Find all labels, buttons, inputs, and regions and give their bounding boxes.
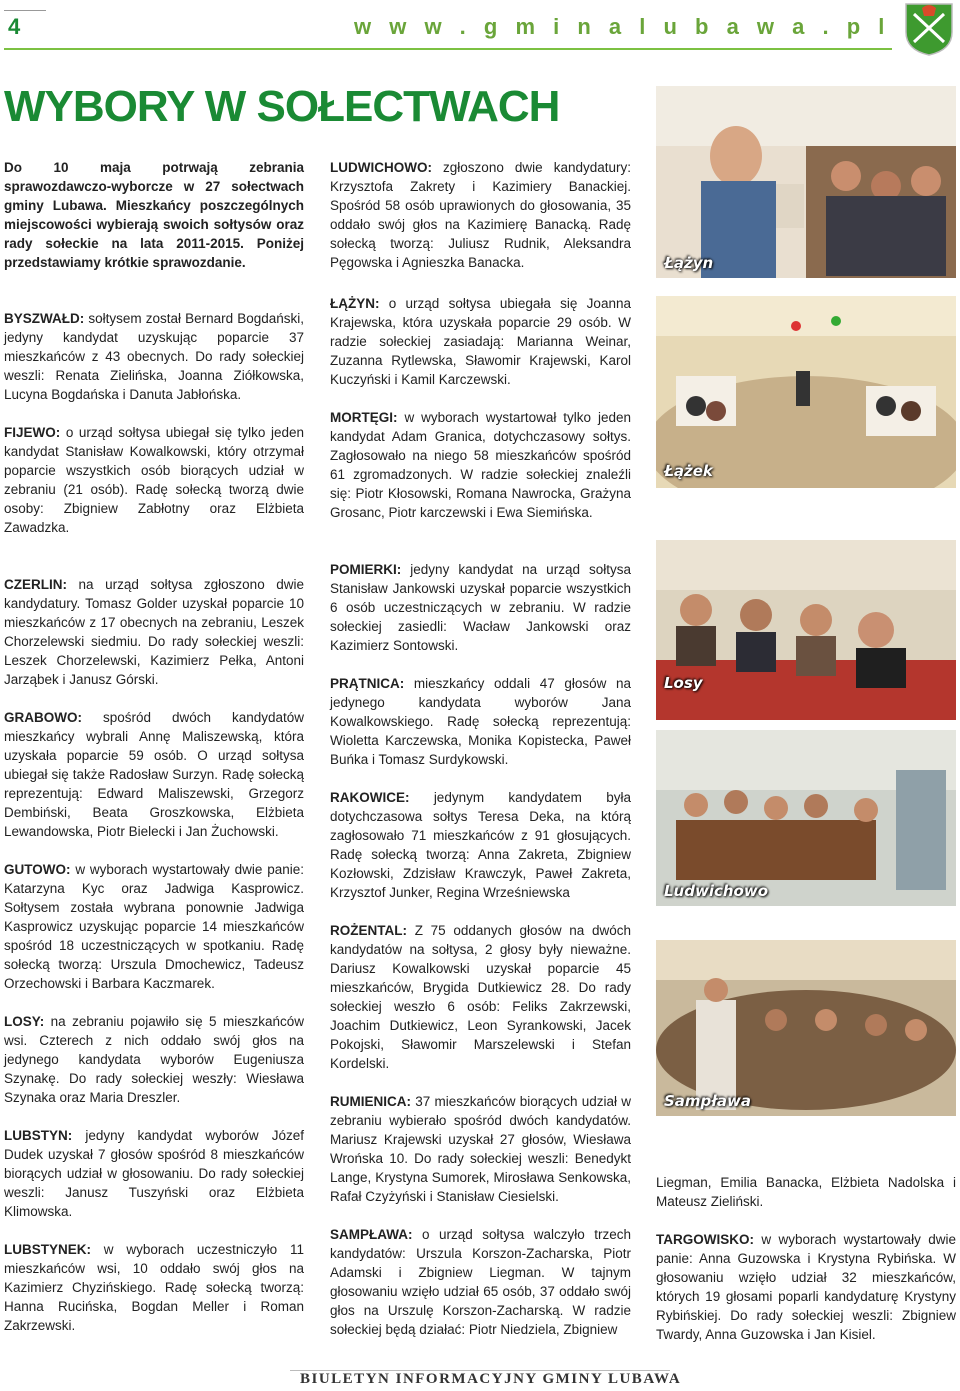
entry-label: RAKOWICE: [330, 790, 410, 805]
footer-title: BIULETYN INFORMACYJNY GMINY LUBAWA [300, 1371, 682, 1387]
entry-text: jedynym kandydatem była dotychczasowa sołtys Teresa Deka, na którą zagłosowało 71 mieszkańców z 91 głosujących. Radę sołecką tworzą: Anna Zakreta, Zbigniew Kozłowski, Zdzisław Krawczyk, Paweł Zakreta, Krzysztof Junker, Regina Wrześniewska [330, 790, 631, 900]
entry-paragraph [4, 1240, 304, 1335]
photo-losy [656, 540, 956, 720]
entry-paragraph [330, 294, 631, 389]
page-title: WYBORY W SOŁECTWACH [4, 82, 560, 131]
entry-paragraph [4, 860, 304, 993]
entry-text: o urząd sołtysa walczyło trzech kandydatów: Urszula Korszon-Zacharska, Piotr Adamski i Zbigniew Liegman. W tajnym głosowaniu wzięło udział 65 osób, 37 oddało swój głos na Urszulę Korszon-Zacharską. W radzie sołeckiej będą działać: Piotr Niedziela, Zbigniew [330, 1227, 631, 1337]
photo-lazek-image [656, 296, 956, 488]
entry-text: na urząd sołtysa zgłoszono dwie kandydatury. Tomasz Golder uzyskał poparcie 10 mieszkańców z 17 obecnych na zebraniu, Leszek Chorzelewski siedmiu. Do rady sołeckiej weszli: Leszek Chorzelewski, Kazimierz Pełka, Antoni Jarząbek i Janusz Górski. [4, 577, 304, 687]
entry-text: spośród dwóch kandydatów mieszkańcy wybrali Annę Maliszewską, która uzyskała poparcie 59 osób. O urząd sołtysa ubiegał się także Radosław Surzyn. Radę sołecką reprezentują: Edward Maliszewski, Grzegorz Dembiński, Beata Groszkowska, Elżbieta Lewandowska, Piotr Bielecki i Jan Żuchowski. [4, 710, 304, 839]
entry-label: MORTĘGI: [330, 410, 398, 425]
entry-ludwichowo [330, 158, 631, 272]
entry-label: LUBSTYNEK: [4, 1242, 91, 1257]
photo-lazek [656, 296, 956, 488]
photo-lazyn [656, 86, 956, 278]
entry-label: FIJEWO: [4, 425, 61, 440]
entry-label: POMIERKI: [330, 562, 402, 577]
entry-text: na zebraniu pojawiło się 5 mieszkańców wsi. Czterech z nich oddało swój głos na jedynego kandydata wyborów Eugeniusza Szynakę. Do rady sołeckiej weszły: Wiesława Szynaka oraz Maria Dreszler. [4, 1014, 304, 1105]
column-left [4, 158, 304, 1335]
entry-label: LUBSTYN: [4, 1128, 73, 1143]
entry-paragraph [330, 1092, 631, 1206]
page-number-rule [4, 10, 46, 11]
entry-text: zgłoszono dwie kandydatury: Krzysztofa Zakrety i Kazimiery Banackiej. Spośród 58 osób uprawionych do głosowania, 35 oddało swój głos na Kazimierę Banacką. Radę sołecką tworzą: Juliusz Rudnik, Aleksandra Pęgowska i Agnieszka Banacka. [330, 160, 631, 270]
entry-paragraph [330, 921, 631, 1073]
photo-ludwichowo-caption: Ludwichowo [664, 882, 769, 900]
entry-paragraph [330, 674, 631, 769]
photo-samplawa-caption: Sampława [664, 1092, 752, 1110]
header-rule [4, 48, 892, 50]
entry-label: CZERLIN: [4, 577, 67, 592]
intro-paragraph: Do 10 maja potrwają zebrania sprawozdawczo-wyborcze w 27 sołectwach gminy Lubawa. Mieszkańcy poszczególnych miejscowości wybierają swoich sołtysów oraz rady sołeckie na lata 2011-2015. Poniżej przedstawiamy krótkie sprawozdanie. [4, 160, 304, 270]
entry-text: jedyny kandydat wyborów Józef Dudek uzyskał 7 głosów spośród 8 mieszkańców biorących udział w głosowaniu. Do rady sołeckiej weszli: Janusz Tuszyński oraz Elżbieta Klimowska. [4, 1128, 304, 1219]
entry-text: jedyny kandydat na urząd sołtysa Stanisław Jankowski uzyskał poparcie wszystkich 6 osób uczestniczących w zebraniu. W radzie sołeckiej zasiedli: Wacław Jankowski oraz Kazimierz Sontowski. [330, 562, 631, 653]
entry-text: w wyborach wystartowały dwie panie: Katarzyna Kyc oraz Jadwiga Kasprowicz. Sołtysem została wybrana ponownie Jadwiga Kasprowicz uzyskując poparcie 14 mieszkańców spośród 18 uczestniczących w spotkaniu. Radę sołecką tworzą: Urszula Dmochewicz, Tadeusz Orzechowski i Barbara Kaczmarek. [4, 862, 304, 991]
entry-label: ŁĄŻYN: [330, 296, 380, 311]
entry-paragraph [330, 788, 631, 902]
column-right [656, 1173, 956, 1344]
photo-lazyn-caption: Łążyn [664, 254, 714, 272]
entry-label: GRABOWO: [4, 710, 82, 725]
photo-losy-image [656, 540, 956, 720]
entry-paragraph [656, 1173, 956, 1211]
column-middle-top [330, 158, 631, 291]
entry-label: TARGOWISKO: [656, 1232, 754, 1247]
entry-paragraph [4, 575, 304, 689]
entry-paragraph [330, 1225, 631, 1339]
entry-text: sołtysem został Bernard Bogdański, jedyny kandydat uzyskując poparcie 37 mieszkańców z 43 obecnych. Do rady sołeckiej weszli: Renata Zielińska, Joanna Ziółkowska, Lucyna Bogdańska i Danuta Jabłońska. [4, 311, 304, 402]
photo-ludwichowo [656, 730, 956, 906]
entry-paragraph [4, 423, 304, 537]
entry-paragraph [4, 1012, 304, 1107]
entry-label: LUDWICHOWO: [330, 160, 432, 175]
entry-text: w wyborach wystartowały dwie panie: Anna Guzowska i Krystyna Rybińska. W głosowaniu wzięło udział 32 mieszkańców, których 19 głosami poparli kandydaturę Krystyny Rybińskiej. Do rady sołeckiej weszli: Zbigniew Twardy, Anna Guzowska i Jan Kisiel. [656, 1232, 956, 1342]
page-number: 4 [8, 14, 21, 39]
column-middle [330, 294, 631, 1339]
entry-label: LOSY: [4, 1014, 45, 1029]
entry-label: GUTOWO: [4, 862, 71, 877]
photo-lazyn-image [656, 86, 956, 278]
photo-lazek-caption: Łążek [664, 462, 713, 480]
entry-paragraph [330, 408, 631, 522]
entry-text: Z 75 oddanych głosów na dwóch kandydatów na sołtysa, 2 głosy były nieważne. Dariusz Kowalkowski uzyskał poparcie 45 mieszkańców, Brygida Dutkiewicz 28. Do rady sołeckiej weszło 6 osób: Feliks Zakrzewski, Joachim Dutkiewicz, Leon Syrankowski, Jacek Pokojski, Sławomir Marszelewski i Stefan Kordelski. [330, 923, 631, 1071]
entry-text: w wyborach uczestniczyło 11 mieszkańców wsi, 10 oddało swój głos na Kazimierz Chyzińskiego. Radę sołecką tworzą: Hanna Rucińska, Bogdan Meller i Roman Zakrzewski. [4, 1242, 304, 1333]
col1-body [4, 309, 304, 1335]
entry-paragraph [4, 1126, 304, 1221]
entry-text: w wyborach wystartował tylko jeden kandydat Adam Granica, dotychczasowy sołtys. Zagłosowało na niego 58 mieszkańców spośród 61 zgromadzonych. W radzie sołeckiej znaleźli się: Piotr Kłosowski, Romana Nawrocka, Grażyna Grosanc, Piotr karczewski i Ewa Siemińska. [330, 410, 631, 520]
photo-ludwichowo-image [656, 730, 956, 906]
entry-text: mieszkańcy oddali 47 głosów na jedynego kandydata wyborów Jana Kowalkowskiego. Radę sołecką reprezentują: Wioletta Karczewska, Monika Kopistecka, Paweł Buńka i Tomasz Surdykowski. [330, 676, 631, 767]
col2-body [330, 294, 631, 1339]
entry-text: 37 mieszkańców biorących udział w zebraniu wybierało spośród dwóch kandydatów. Mariusz Krajewski uzyskał 27 głosów, Wiesława Wrońska 10. Do rady sołeckiej weszli: Benedykt Lange, Krystyna Sumorek, Mirosława Senkowska, Rafał Czyżyński i Stanisław Ciesielski. [330, 1094, 631, 1204]
entry-label: BYSZWAŁD: [4, 311, 85, 326]
col3-body [656, 1173, 956, 1344]
site-url[interactable]: w w w . g m i n a l u b a w a . p l [354, 14, 891, 39]
photo-samplawa [656, 940, 956, 1116]
photo-losy-caption: Losy [664, 674, 703, 692]
entry-label: ROŻENTAL: [330, 923, 407, 938]
entry-text: Liegman, Emilia Banacka, Elżbieta Nadolska i Mateusz Zieliński. [656, 1175, 956, 1209]
entry-text: o urząd sołtysa ubiegał się tylko jeden kandydat Stanisław Kowalkowski, który otrzymał poparcie wszystkich osób biorących udział w zebraniu (21 osób). Radę sołecką tworzą dwie osoby: Zbigniew Zabłotny oraz Elżbieta Zawadzka. [4, 425, 304, 535]
photo-samplawa-image [656, 940, 956, 1116]
entry-paragraph [330, 560, 631, 655]
entry-paragraph [4, 708, 304, 841]
entry-paragraph [4, 309, 304, 404]
entry-label: RUMIENICA: [330, 1094, 411, 1109]
entry-label: SAMPŁAWA: [330, 1227, 413, 1242]
entry-label: PRĄTNICA: [330, 676, 405, 691]
entry-text: o urząd sołtysa ubiegała się Joanna Krajewska, która uzyskała poparcie 29 osób. W radzie sołeckiej zasiadają: Marianna Weinar, Zuzanna Rytlewska, Sławomir Krajewski, Karol Kuczyński i Kamil Karczewski. [330, 296, 631, 387]
entry-paragraph [656, 1230, 956, 1344]
gmina-coat-of-arms-icon [904, 2, 954, 56]
